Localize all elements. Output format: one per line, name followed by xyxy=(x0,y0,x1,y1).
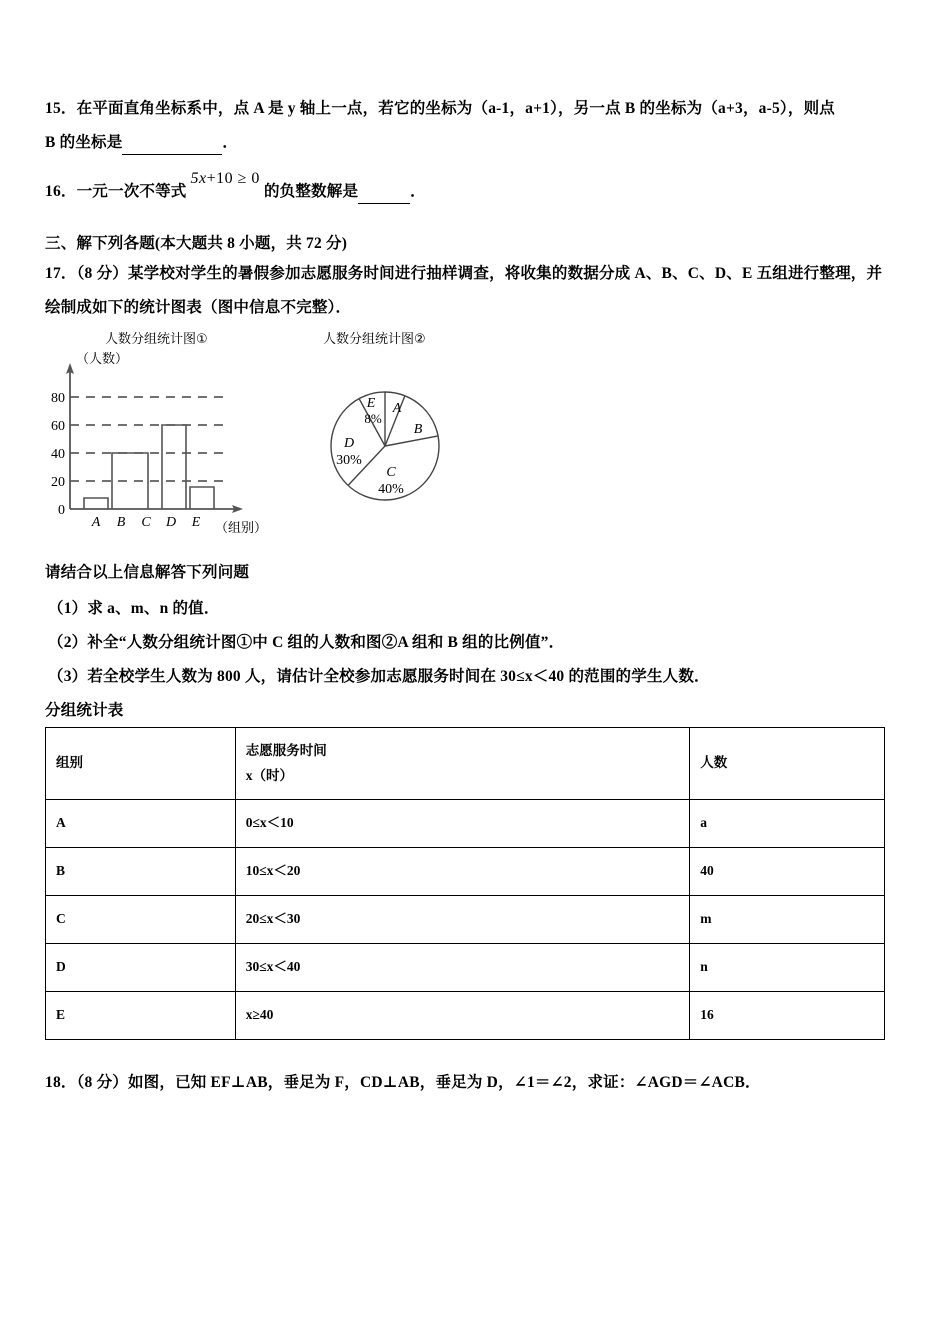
table-header-range-line-2: x（时） xyxy=(245,767,294,783)
table-cell-count: 16 xyxy=(690,992,885,1040)
formula-lhs: 5x xyxy=(190,170,207,187)
question-15-line-2 xyxy=(45,131,238,155)
question-16-period: ． xyxy=(410,183,426,200)
question-16-answer-blank[interactable] xyxy=(358,180,410,204)
x-tick-D: D xyxy=(165,515,177,530)
table-cell-range: 0≤x＜10 xyxy=(235,800,689,848)
table-cell-group: A xyxy=(46,800,236,848)
bar-chart-gridlines xyxy=(70,397,230,481)
table-cell-range: 10≤x＜20 xyxy=(235,848,689,896)
y-tick-0: 0 xyxy=(58,503,65,518)
divider-B-C xyxy=(385,436,438,446)
bar-chart-bars xyxy=(84,425,214,509)
pie-label-D: D xyxy=(343,436,355,451)
question-17-prompt-2: （2）补全“人数分组统计图①中 C 组的人数和图②A 组和 B 组的比例值”． xyxy=(48,634,565,651)
bar-chart-y-axis-title: （人数） xyxy=(76,351,129,366)
y-tick-60: 60 xyxy=(51,419,65,434)
question-17-line-1: 17．（8 分）某学校对学生的暑假参加志愿服务时间进行抽样调查，将收集的数据分成 A、B、C、D、E 五组进行整理，并 xyxy=(45,265,883,282)
y-tick-20: 20 xyxy=(51,475,65,490)
table-row xyxy=(46,992,885,1040)
table-header-range xyxy=(235,728,689,800)
pie-labels xyxy=(336,396,423,497)
table-cell-count: n xyxy=(690,944,885,992)
question-15-answer-prefix: B 的坐标是 xyxy=(45,134,123,151)
y-tick-80: 80 xyxy=(51,391,65,406)
question-16 xyxy=(45,170,426,204)
table-cell-range: 20≤x＜30 xyxy=(235,896,689,944)
bar-chart-x-tick-labels xyxy=(91,515,201,530)
table-caption: 分组统计表 xyxy=(45,702,124,719)
bar-A xyxy=(84,498,108,509)
table-cell-count: a xyxy=(690,800,885,848)
table-cell-count: m xyxy=(690,896,885,944)
question-17-prompt-3: （3）若全校学生人数为 800 人，请估计全校参加志愿服务时间在 30≤x＜40 的范围的学生人数． xyxy=(48,668,710,685)
table-cell-group: C xyxy=(46,896,236,944)
bar-chart-y-axis xyxy=(66,363,74,509)
pie-label-E: E xyxy=(366,396,376,411)
table-cell-range: x≥40 xyxy=(235,992,689,1040)
x-tick-C: C xyxy=(141,515,151,530)
bar-D xyxy=(162,425,186,509)
table-cell-group: D xyxy=(46,944,236,992)
question-15-answer-blank[interactable] xyxy=(122,131,222,155)
table-row xyxy=(46,848,885,896)
table-header-range-line-1: 志愿服务时间 xyxy=(245,742,327,758)
pie-chart xyxy=(295,349,495,539)
bar-chart-title: 人数分组统计图① xyxy=(105,331,208,346)
inequality-formula xyxy=(187,170,264,187)
x-tick-B: B xyxy=(116,515,126,530)
question-17-prompt-1: （1）求 a、m、n 的值． xyxy=(48,600,220,617)
y-tick-40: 40 xyxy=(51,447,65,462)
pie-percent-E: 8% xyxy=(364,411,382,426)
pie-label-A: A xyxy=(392,401,402,416)
table-row xyxy=(46,800,885,848)
grouped-statistics-table xyxy=(45,727,885,1040)
x-tick-E: E xyxy=(191,515,201,530)
pie-percent-C: 40% xyxy=(378,482,404,497)
formula-rhs: +10 ≥ 0 xyxy=(206,170,260,187)
bar-chart-x-axis xyxy=(70,505,243,513)
table-row xyxy=(46,944,885,992)
table-cell-group: E xyxy=(46,992,236,1040)
pie-label-B: B xyxy=(413,422,423,437)
table-header-group: 组别 xyxy=(46,728,236,800)
table-cell-count: 40 xyxy=(690,848,885,896)
pie-percent-D: 30% xyxy=(336,453,362,468)
question-15-period: ． xyxy=(222,134,239,151)
question-18: 18．（8 分）如图，已知 EF⊥AB，垂足为 F，CD⊥AB，垂足为 D，∠1＝∠2，求证：∠AGD＝∠ACB． xyxy=(45,1074,761,1091)
table-cell-group: B xyxy=(46,848,236,896)
question-16-suffix: 的负整数解是 xyxy=(263,183,359,200)
bar-chart-x-axis-title: （组别） xyxy=(214,520,268,535)
bar-chart-y-tick-labels xyxy=(51,391,65,518)
bar-E xyxy=(190,487,214,509)
pie-chart-title: 人数分组统计图② xyxy=(323,331,426,346)
question-17-line-2: 绘制成如下的统计图表（图中信息不完整）． xyxy=(45,299,352,316)
question-17-prompt-intro: 请结合以上信息解答下列问题 xyxy=(45,564,250,581)
question-16-prefix: 16．一元一次不等式 xyxy=(45,183,187,200)
table-row xyxy=(46,896,885,944)
bar-chart xyxy=(45,349,295,539)
pie-label-C: C xyxy=(386,465,396,480)
table-cell-range: 30≤x＜40 xyxy=(235,944,689,992)
table-header-row xyxy=(46,728,885,800)
section-heading: 三、解下列各题(本大题共 8 小题，共 72 分) xyxy=(45,235,348,252)
statistics-figures xyxy=(45,325,545,540)
question-15-line-1: 15．在平面直角坐标系中，点 A 是 y 轴上一点，若它的坐标为（a-1，a+1），另一点 B 的坐标为（a+3，a-5），则点 xyxy=(45,100,835,117)
x-tick-A: A xyxy=(91,515,101,530)
table-header-count: 人数 xyxy=(690,728,885,800)
